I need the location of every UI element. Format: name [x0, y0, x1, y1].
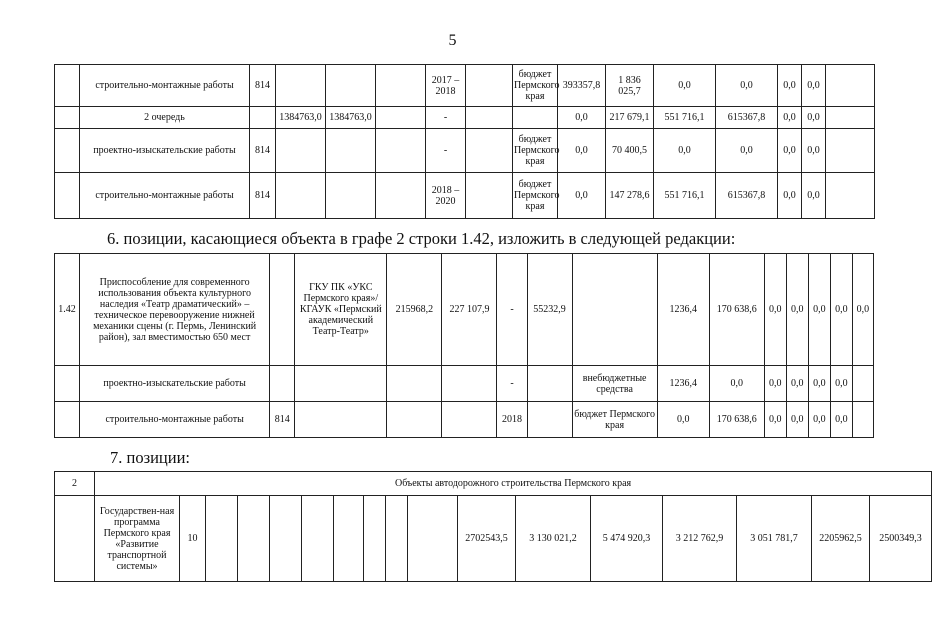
value-cell: 0,0: [786, 254, 808, 366]
value-cell: 0,0: [778, 107, 802, 129]
value-cell: 0,0: [558, 107, 606, 129]
table-row: [55, 254, 874, 366]
table-row: [55, 366, 874, 402]
cost-cell: 227 107,9: [442, 254, 497, 366]
value-cell: 3 212 762,9: [663, 496, 737, 582]
value-cell: 147 278,6: [606, 173, 654, 219]
code-cell: 814: [250, 129, 276, 173]
cost-cell: [326, 129, 376, 173]
work-name: строительно-монтажные работы: [80, 402, 270, 438]
work-name: проектно-изыскательские работы: [80, 129, 250, 173]
code-cell: [270, 366, 295, 402]
table-3: [54, 471, 932, 582]
table-row: [55, 496, 932, 582]
period-cell: -: [497, 254, 527, 366]
page-number: 5: [448, 32, 457, 49]
value-cell: 0,0: [802, 107, 826, 129]
period-cell: 2018 – 2020: [426, 173, 466, 219]
program-name: Государствен-ная программа Пермского края «Развитие транспортной системы»: [95, 496, 180, 582]
source-cell: бюджет Пермского края: [572, 402, 657, 438]
source-cell: бюджет Пермского края: [513, 65, 558, 107]
work-name: строительно-монтажные работы: [80, 173, 250, 219]
value-cell: 0,0: [654, 129, 716, 173]
period-cell: -: [426, 129, 466, 173]
value-cell: 0,0: [808, 254, 830, 366]
code-cell: 10: [180, 496, 206, 582]
value-cell: 393357,8: [558, 65, 606, 107]
value-cell: 551 716,1: [654, 107, 716, 129]
value-cell: 1236,4: [657, 366, 709, 402]
table-row: [55, 472, 932, 496]
value-cell: 0,0: [558, 173, 606, 219]
source-cell: бюджет Пермского края: [513, 129, 558, 173]
code-cell: [250, 107, 276, 129]
value-cell: 217 679,1: [606, 107, 654, 129]
value-cell: 615367,8: [716, 107, 778, 129]
cost-cell: 1384763,0: [326, 107, 376, 129]
organization: ГКУ ПК «УКС Пермского края»/ КГАУК «Пермский академический Театр-Театр»: [295, 254, 387, 366]
period-cell: -: [426, 107, 466, 129]
table-2: [54, 253, 874, 438]
value-cell: 170 638,6: [709, 254, 764, 366]
source-cell: внебюджетные средства: [572, 366, 657, 402]
value-cell: 0,0: [654, 65, 716, 107]
cost-cell: [276, 173, 326, 219]
section-title: Объекты автодорожного строительства Пермского края: [95, 472, 932, 496]
value-cell: 170 638,6: [709, 402, 764, 438]
work-name: проектно-изыскательские работы: [80, 366, 270, 402]
table-row: [55, 107, 875, 129]
value-cell: 2702543,5: [458, 496, 516, 582]
source-cell: бюджет Пермского края: [513, 173, 558, 219]
period-cell: -: [497, 366, 527, 402]
value-cell: 0,0: [716, 65, 778, 107]
value-cell: 70 400,5: [606, 129, 654, 173]
code-cell: 814: [250, 65, 276, 107]
cost-cell: [326, 173, 376, 219]
cost-cell: 215968,2: [387, 254, 442, 366]
value-cell: 0,0: [778, 129, 802, 173]
value-cell: 0,0: [778, 65, 802, 107]
value-cell: 0,0: [802, 173, 826, 219]
code-cell: 814: [270, 402, 295, 438]
value-cell: 0,0: [830, 402, 852, 438]
value-cell: 1236,4: [657, 254, 709, 366]
cost-cell: [326, 65, 376, 107]
value-cell: 0,0: [786, 366, 808, 402]
section-number: 2: [55, 472, 95, 496]
value-cell: 0,0: [802, 129, 826, 173]
value-cell: 3 051 781,7: [737, 496, 812, 582]
work-name: 2 очередь: [80, 107, 250, 129]
table-row: [55, 65, 875, 107]
value-cell: 0,0: [830, 254, 852, 366]
work-name: строительно-монтажные работы: [80, 65, 250, 107]
cost-cell: [276, 129, 326, 173]
value-cell: 1 836 025,7: [606, 65, 654, 107]
value-cell: 0,0: [558, 129, 606, 173]
cost-cell: [276, 65, 326, 107]
value-cell: 551 716,1: [654, 173, 716, 219]
period-cell: 2017 – 2018: [426, 65, 466, 107]
table-1: [54, 64, 875, 219]
value-cell: 0,0: [808, 402, 830, 438]
value-cell: 5 474 920,3: [591, 496, 663, 582]
table-row: [55, 129, 875, 173]
value-cell: 0,0: [802, 65, 826, 107]
row-number: 1.42: [55, 254, 80, 366]
value-cell: 0,0: [764, 366, 786, 402]
value-cell: 615367,8: [716, 173, 778, 219]
code-cell: 814: [250, 173, 276, 219]
cost-cell: 55232,9: [527, 254, 572, 366]
table-row: [55, 402, 874, 438]
value-cell: 2500349,3: [870, 496, 932, 582]
section-6-heading: 6. позиции, касающиеся объекта в графе 2 строки 1.42, изложить в следующей редакции:: [107, 229, 736, 248]
section-7-heading: 7. позиции:: [110, 448, 191, 467]
value-cell: 0,0: [808, 366, 830, 402]
table-row: [55, 173, 875, 219]
value-cell: 0,0: [764, 254, 786, 366]
value-cell: 0,0: [830, 366, 852, 402]
value-cell: 0,0: [716, 129, 778, 173]
source-cell: [513, 107, 558, 129]
object-name: Приспособление для современного использования объекта культурного наследия «Театр драматический» – техническое перевооружение нижней механики сцены (г. Пермь, Ленинский район), зал вместимостью 650 мест: [80, 254, 270, 366]
value-cell: 3 130 021,2: [516, 496, 591, 582]
value-cell: 0,0: [786, 402, 808, 438]
value-cell: 0,0: [852, 254, 873, 366]
period-cell: 2018: [497, 402, 527, 438]
value-cell: 0,0: [709, 366, 764, 402]
value-cell: 0,0: [764, 402, 786, 438]
value-cell: 0,0: [778, 173, 802, 219]
value-cell: 2205962,5: [812, 496, 870, 582]
cost-cell: 1384763,0: [276, 107, 326, 129]
value-cell: 0,0: [657, 402, 709, 438]
